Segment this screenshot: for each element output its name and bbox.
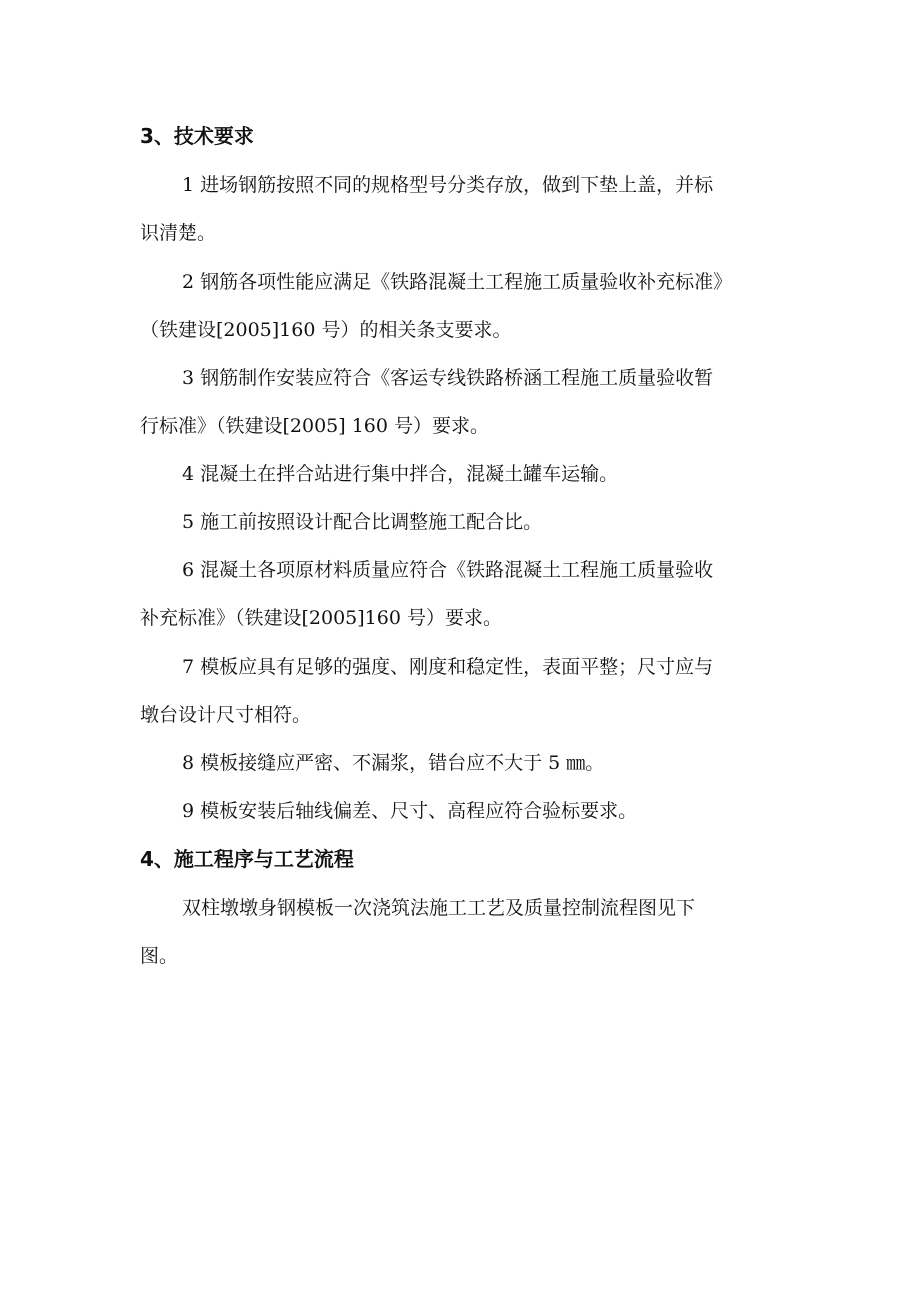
requirement-2-line-2: （铁建设[2005]160 号）的相关条支要求。 — [140, 319, 512, 341]
requirement-6-line-1: 6 混凝土各项原材料质量应符合《铁路混凝土工程施工质量验收 — [182, 559, 714, 581]
section-heading-4: 4、施工程序与工艺流程 — [140, 847, 354, 871]
requirement-6-line-2: 补充标准》（铁建设[2005]160 号）要求。 — [140, 607, 502, 629]
requirement-7-line-2: 墩台设计尺寸相符。 — [140, 704, 312, 726]
process-paragraph-line-1: 双柱墩墩身钢模板一次浇筑法施工工艺及质量控制流程图见下 — [182, 897, 696, 919]
requirement-4: 4 混凝土在拌合站进行集中拌合，混凝土罐车运输。 — [182, 463, 619, 485]
process-paragraph-line-2: 图。 — [140, 945, 179, 967]
requirement-1-line-1: 1 进场钢筋按照不同的规格型号分类存放，做到下垫上盖，并标 — [182, 174, 714, 196]
requirement-3-line-2: 行标准》（铁建设[2005] 160 号）要求。 — [140, 415, 490, 437]
section-heading-3: 3、技术要求 — [140, 124, 254, 148]
requirement-2-line-1: 2 钢筋各项性能应满足《铁路混凝土工程施工质量验收补充标准》 — [182, 271, 733, 293]
requirement-1-line-2: 识清楚。 — [140, 222, 217, 244]
requirement-8: 8 模板接缝应严密、不漏浆，错台应不大于 5 ㎜。 — [182, 752, 605, 774]
requirement-3-line-1: 3 钢筋制作安装应符合《客运专线铁路桥涵工程施工质量验收暂 — [182, 367, 714, 389]
requirement-9: 9 模板安装后轴线偏差、尺寸、高程应符合验标要求。 — [182, 800, 638, 822]
requirement-7-line-1: 7 模板应具有足够的强度、刚度和稳定性，表面平整；尺寸应与 — [182, 656, 714, 678]
requirement-5: 5 施工前按照设计配合比调整施工配合比。 — [182, 511, 543, 533]
